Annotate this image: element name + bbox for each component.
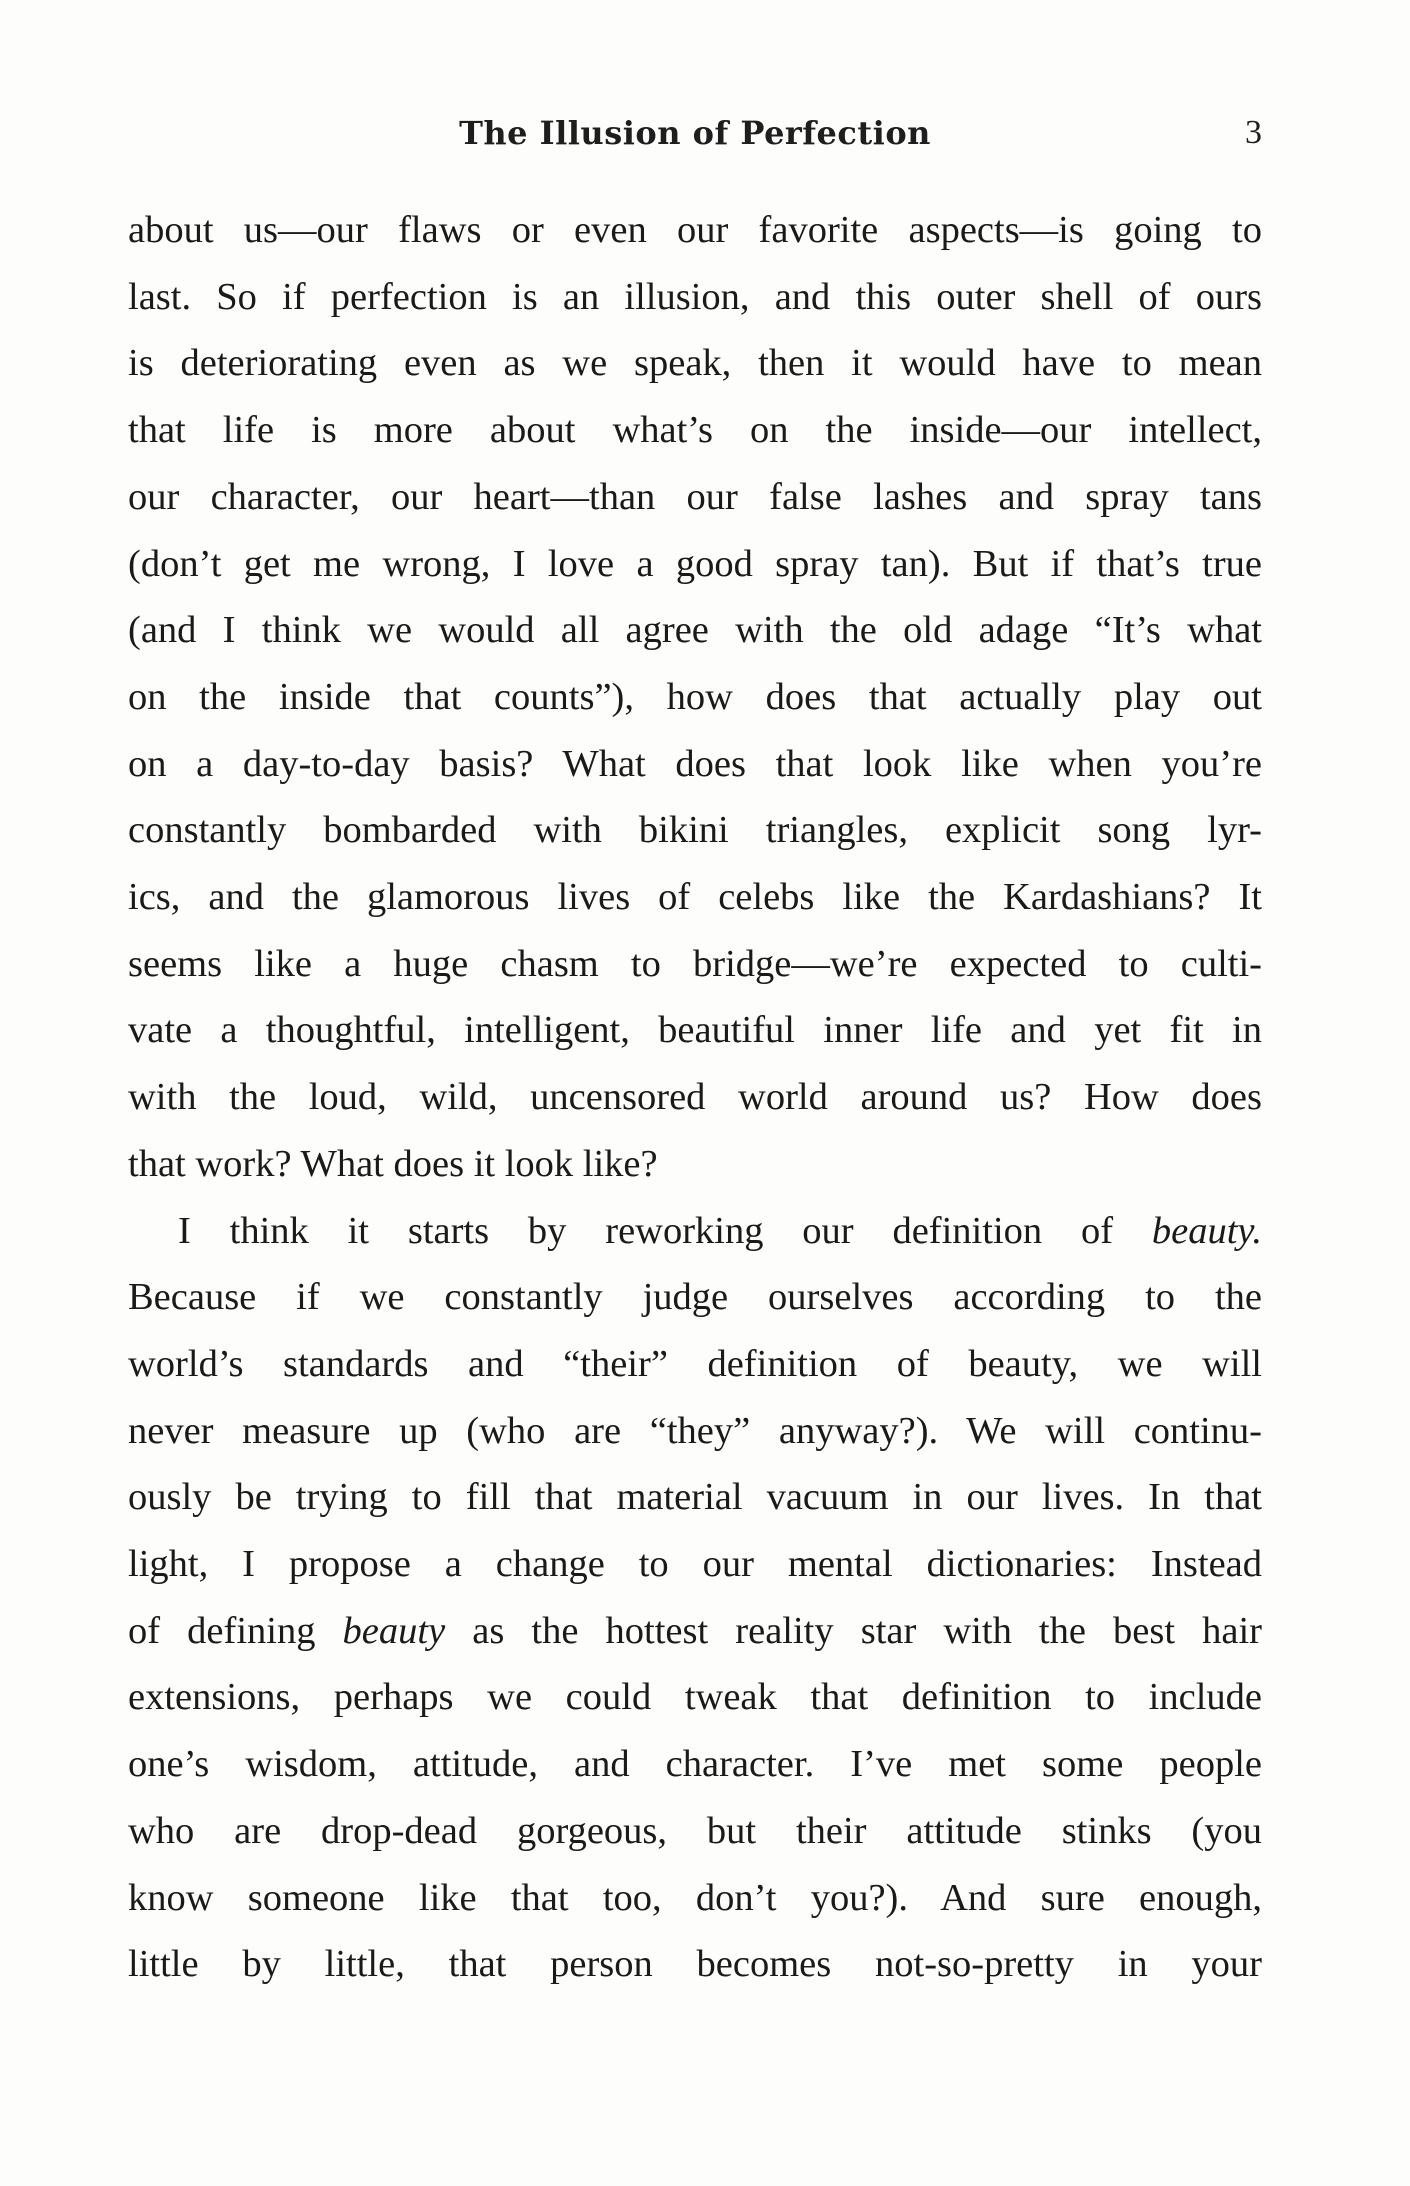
text-line: about us—our flaws or even our favorite aspects—is going to	[128, 209, 1262, 251]
text-line: (and I think we would all agree with the old adage “It’s what	[128, 609, 1262, 652]
text-line: constantly bombarded with bikini triangles, explicit song lyr-	[128, 809, 1262, 852]
running-head	[128, 108, 1262, 158]
text-line: Because if we constantly judge ourselves according to the	[128, 1276, 1262, 1319]
italic-word: beauty.	[1151, 1209, 1262, 1252]
text-line: one’s wisdom, attitude, and character. I’ve met some people	[128, 1743, 1262, 1786]
text-line: extensions, perhaps we could tweak that definition to include	[128, 1676, 1262, 1719]
text-line: last. So if perfection is an illusion, and this outer shell of ours	[128, 275, 1262, 318]
body-text	[128, 197, 1262, 1998]
text-line: ously be trying to fill that material vacuum in our lives. In that	[128, 1476, 1262, 1519]
text-line: our character, our heart—than our false lashes and spray tans	[128, 475, 1262, 518]
text-line	[128, 1598, 1262, 1665]
text-run: as the hottest reality star with the best hair	[445, 1609, 1262, 1652]
text-line: on the inside that counts”), how does that actually play out	[128, 675, 1262, 718]
italic-word: beauty	[342, 1609, 446, 1652]
text-line: is deteriorating even as we speak, then it would have to mean	[128, 342, 1262, 385]
text-line: vate a thoughtful, intelligent, beautiful inner life and yet fit in	[128, 1009, 1262, 1052]
text-line: (don’t get me wrong, I love a good spray tan). But if that’s true	[128, 542, 1262, 585]
text-line: world’s standards and “their” definition of beauty, we will	[128, 1342, 1262, 1385]
paragraph-1	[128, 197, 1262, 1198]
text-line: light, I propose a change to our mental dictionaries: Instead	[128, 1543, 1262, 1586]
text-run: of defining	[128, 1609, 343, 1652]
page-number: 3	[1245, 114, 1262, 151]
text-run: I think it starts by reworking our definition of	[178, 1209, 1152, 1252]
text-line: who are drop-dead gorgeous, but their attitude stinks (you	[128, 1809, 1262, 1852]
text-line: on a day-to-day basis? What does that look like when you’re	[128, 742, 1262, 785]
text-line: with the loud, wild, uncensored world around us? How does	[128, 1076, 1262, 1119]
text-line: that life is more about what’s on the inside—our intellect,	[128, 409, 1262, 452]
text-line: little by little, that person becomes not-so-pretty in your	[128, 1943, 1262, 1986]
text-line	[128, 1198, 1262, 1265]
text-line: know someone like that too, don’t you?). And sure enough,	[128, 1876, 1262, 1919]
text-line: ics, and the glamorous lives of celebs like the Kardashians? It	[128, 876, 1262, 919]
paragraph-2	[128, 1198, 1262, 1998]
text-line: that work? What does it look like?	[128, 1142, 658, 1185]
text-line: never measure up (who are “they” anyway?). We will continu-	[128, 1409, 1262, 1452]
text-line: seems like a huge chasm to bridge—we’re expected to culti-	[128, 942, 1262, 985]
running-title: The Illusion of Perfection	[459, 114, 931, 152]
